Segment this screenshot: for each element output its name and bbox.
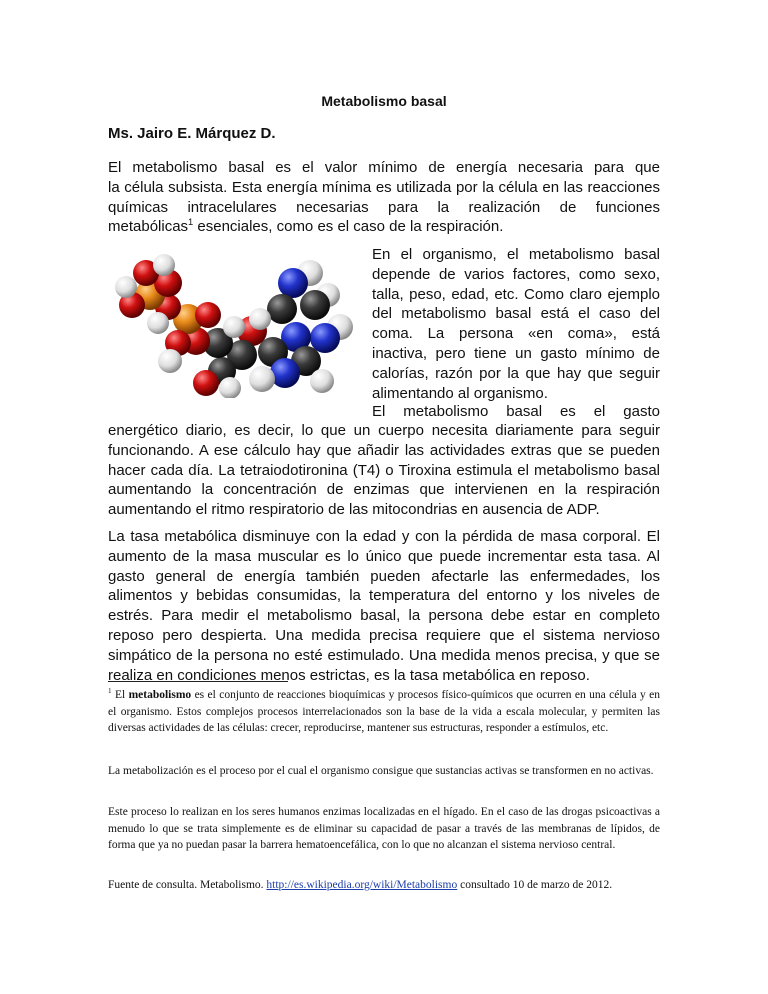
atp-molecule-image bbox=[110, 243, 360, 398]
footnote-1-term: metabolismo bbox=[128, 689, 192, 701]
paragraph-intro bbox=[108, 158, 660, 237]
paragraph-energy-first-line: El metabolismo basal es el gasto bbox=[372, 403, 660, 420]
intro-line-3: químicas intracelulares necesarias para la realización de funciones bbox=[108, 198, 660, 216]
paragraph-metabolic-rate: La tasa metabólica disminuye con la edad y con la pérdida de masa corporal. El aumento de la masa muscular es lo único que puede incrementar esta tasa. Al gasto general de energía también pueden afectarle las enfermedades, los alimentos y bebidas consumidas, la temperatura del entorno y los niveles de estrés. Para medir el metabolismo basal, la persona debe estar en completo reposo pero despierta. Una medida precisa requiere que el sistema nervioso simpático de la persona no esté estimulado. Una medida menos precisa, y que se realiza en condiciones menos estrictas, es la tasa metabólica en reposo. bbox=[108, 528, 660, 684]
intro-line-4 bbox=[108, 217, 660, 237]
footnote-enzimas: Este proceso lo realizan en los seres humanos enzimas localizadas en el hígado. En el caso de las drogas psicoactivas a menudo lo que se trata simplemente es de eliminar su capacidad de pasar a través de las membranas de lípidos, de forma que ya no puedan pasar la barrera hematoencefálica, con lo que no alcanzan el sistema nervioso central. bbox=[108, 806, 660, 852]
paragraph-energy: energético diario, es decir, lo que un cuerpo necesita diariamente para seguir funcionando. A ese cálculo hay que añadir las actividades extras que se pueden hacer cada día. La tetraiodotironina (T4) o Tiroxina estimula el metabolismo basal aumentando la concentración de enzimas que intervienen en la respiración aumentando el ritmo respiratorio de las mitocondrias en ausencia de ADP. bbox=[108, 422, 660, 519]
footnote-metabolizacion: La metabolización es el proceso por el cual el organismo consigue que sustancias activas se transformen en no activas. bbox=[108, 765, 654, 777]
footnote-ref-1[interactable]: 1 bbox=[188, 217, 194, 228]
intro-line-2: la célula subsista. Esta energía mínima es utilizada por la célula en las reacciones bbox=[108, 178, 660, 196]
footnote-separator bbox=[108, 681, 288, 682]
footnote-1-text: es el conjunto de reacciones bioquímicas y procesos físico-químicos que ocurren en una célula y en el organismo. Estos complejos procesos interrelacionados son la base de la vida a escala molecular, y permiten las diversas actividades de las células: crecer, reproducirse, mantener sus estructuras, responder a estímulos, etc. bbox=[108, 689, 660, 735]
source-link[interactable]: http://es.wikipedia.org/wiki/Metabolismo bbox=[266, 879, 458, 891]
intro-line-4-rest: esenciales, como es el caso de la respiración. bbox=[193, 218, 504, 236]
intro-line-1: El metabolismo basal es el valor mínimo de energía necesaria para que bbox=[108, 159, 660, 176]
source-suffix: consultado 10 de marzo de 2012. bbox=[457, 879, 613, 891]
footnote-1-pre: El bbox=[111, 689, 129, 701]
paragraph-factors: En el organismo, el metabolismo basal depende de varios factores, como sexo, talla, peso, edad, etc. Como claro ejemplo del metabolismo basal está el caso del coma. La persona «en coma», está inactiva, pero tiene un gasto mínimo de calorías, razón por la que hay que seguir alimentando al organismo. bbox=[372, 246, 660, 402]
footnote-1 bbox=[108, 687, 660, 737]
author-name: Ms. Jairo E. Márquez D. bbox=[108, 125, 276, 142]
intro-word-metabolicas: metabólicas bbox=[108, 218, 189, 236]
footnote-source bbox=[108, 877, 660, 894]
source-prefix: Fuente de consulta. Metabolismo. bbox=[108, 879, 267, 891]
page-title: Metabolismo basal bbox=[321, 93, 447, 109]
footnote-1-mark: 1 bbox=[108, 687, 112, 696]
